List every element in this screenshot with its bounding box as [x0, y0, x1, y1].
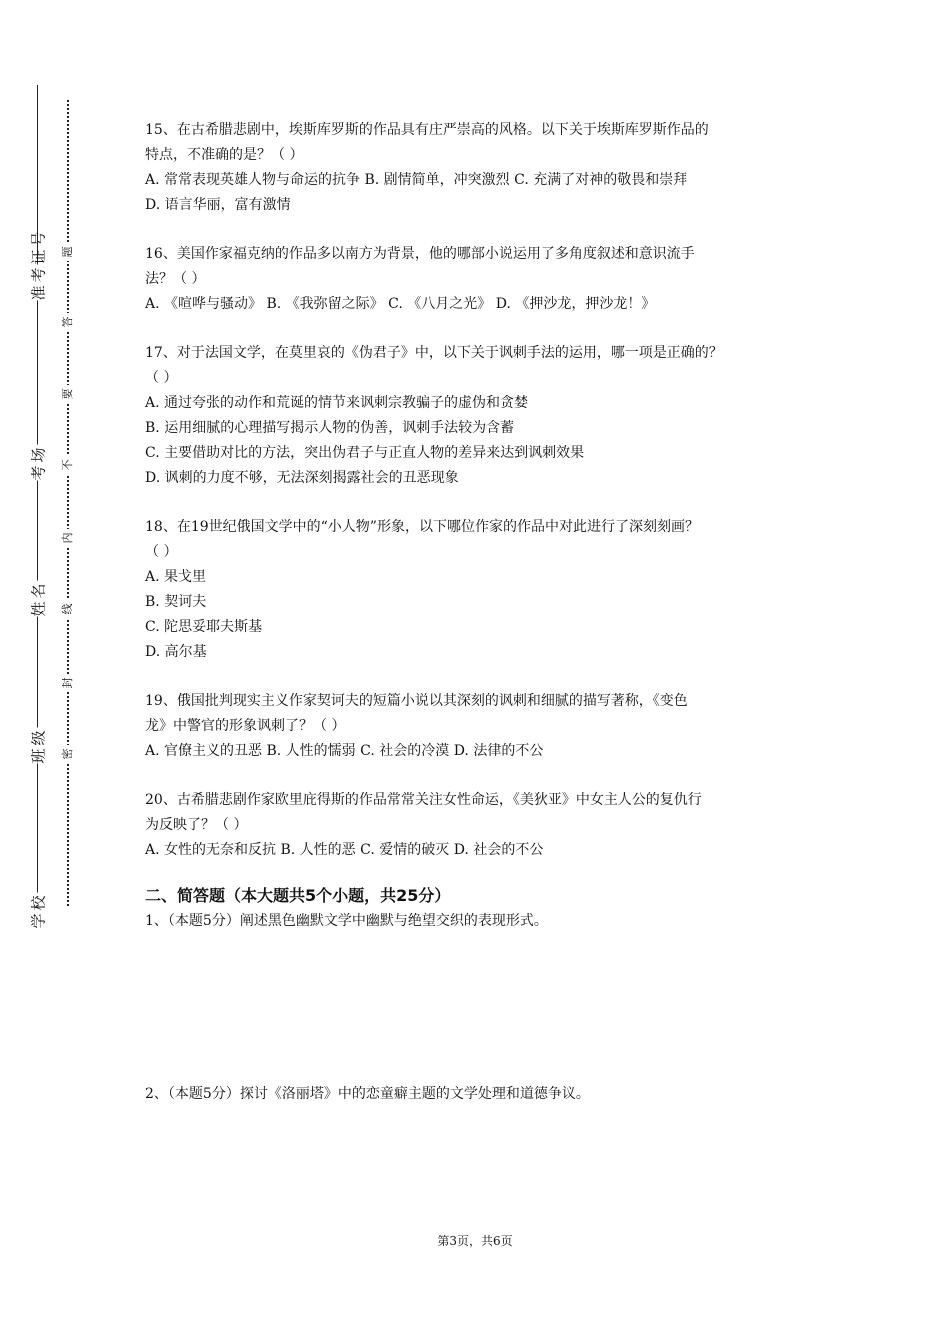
- option-d: D. 讽刺的力度不够，无法深刻揭露社会的丑恶现象: [145, 470, 459, 486]
- question-stem: 19、俄国批判现实主义作家契诃夫的短篇小说以其深刻的讽刺和细腻的描写著称，《变色: [145, 693, 688, 709]
- option-d: D. 法律的不公: [453, 743, 544, 759]
- option-row: [145, 193, 825, 218]
- question-stem: 15、在古希腊悲剧中，埃斯库罗斯的作品具有庄严崇高的风格。以下关于埃斯库罗斯作品的: [145, 122, 709, 138]
- option-b: B. 《我弥留之际》: [266, 296, 389, 312]
- option-c: C. 陀思妥耶夫斯基: [145, 619, 263, 635]
- option-d: D. 语言华丽，富有激情: [145, 197, 291, 213]
- binding-solid-line: [37, 85, 38, 923]
- question-stem: （ ）: [145, 544, 178, 560]
- question-stem: 18、在19世纪俄国文学中的“小人物”形象，以下哪位作家的作品中对此进行了深刻刻画？: [145, 519, 699, 535]
- option-c: C. 《八月之光》: [388, 296, 496, 312]
- option-c: C. 社会的冷漠: [360, 743, 454, 759]
- option-a: A. 女性的无奈和反抗: [145, 842, 281, 858]
- page-footer: 第3页，共6页: [437, 1234, 513, 1248]
- binding-margin: [0, 0, 110, 1344]
- question-stem: （ ）: [145, 370, 178, 386]
- name-label: 姓名: [29, 580, 48, 617]
- option-d: D. 社会的不公: [453, 842, 544, 858]
- option-b: B. 运用细腻的心理描写揭示人物的伪善，讽刺手法较为含蓄: [145, 420, 515, 436]
- question-17: [145, 341, 825, 491]
- option-row: [145, 292, 825, 317]
- exam-number-label: 准考证号: [29, 228, 48, 301]
- option-d: D. 《押沙龙，押沙龙！》: [495, 296, 656, 312]
- question-18: [145, 515, 825, 665]
- seal-char: 要: [60, 385, 76, 403]
- section-title: 二、简答题（本大题共5个小题，共25分）: [145, 886, 451, 905]
- short-answer-question-2: 2、（本题5分）探讨《洛丽塔》中的恋童癖主题的文学处理和道德争议。: [145, 1086, 590, 1102]
- option-b: B. 人性的懦弱: [266, 743, 361, 759]
- seal-char: 题: [60, 243, 76, 261]
- seal-char: 密: [60, 745, 76, 763]
- option-a: A. 通过夸张的动作和荒诞的情节来讽刺宗教骗子的虚伪和贪婪: [145, 395, 529, 411]
- option-c: C. 爱情的破灭: [360, 842, 454, 858]
- option-d: D. 高尔基: [145, 644, 207, 660]
- question-16: [145, 242, 825, 317]
- seal-char: 内: [60, 529, 76, 547]
- question-stem: 为反映了？（ ）: [145, 817, 248, 833]
- question-stem: 龙》中警官的形象讽刺了？（ ）: [145, 718, 346, 734]
- question-20: [145, 788, 825, 863]
- seal-char: 封: [60, 674, 76, 692]
- seal-char: 答: [60, 313, 76, 331]
- school-label: 学校: [29, 892, 48, 929]
- seal-char: 线: [60, 600, 76, 618]
- question-stem: 法？（ ）: [145, 271, 206, 287]
- question-stem: 17、对于法国文学，在莫里哀的《伪君子》中，以下关于讽刺手法的运用，哪一项是正确的？: [145, 345, 723, 361]
- option-a: A. 《喧哗与骚动》: [145, 296, 267, 312]
- option-b: B. 人性的恶: [280, 842, 361, 858]
- seal-char: 不: [60, 456, 76, 474]
- question-stem: 16、美国作家福克纳的作品多以南方为背景，他的哪部小说运用了多角度叙述和意识流手: [145, 246, 695, 262]
- question-15: [145, 118, 825, 218]
- short-answer-question-1: 1、（本题5分）阐述黑色幽默文学中幽默与绝望交织的表现形式。: [145, 913, 548, 929]
- seal-dotted-line: [67, 100, 69, 906]
- exam-room-label: 考场: [29, 444, 48, 481]
- question-stem: 特点，不准确的是？（ ）: [145, 147, 304, 163]
- question-19: [145, 689, 825, 764]
- option-b: B. 剧情简单，冲突激烈: [364, 172, 515, 188]
- option-a: A. 常常表现英雄人物与命运的抗争: [145, 172, 365, 188]
- option-row: [145, 739, 825, 764]
- class-label: 班级: [29, 727, 48, 764]
- option-row: [145, 168, 825, 193]
- option-a: A. 果戈里: [145, 569, 207, 585]
- option-row: [145, 838, 825, 863]
- option-c: C. 充满了对神的敬畏和崇拜: [514, 172, 688, 188]
- option-a: A. 官僚主义的丑恶: [145, 743, 267, 759]
- option-c: C. 主要借助对比的方法，突出伪君子与正直人物的差异来达到讽刺效果: [145, 445, 585, 461]
- exam-content: [145, 118, 825, 1107]
- question-stem: 20、古希腊悲剧作家欧里庇得斯的作品常常关注女性命运，《美狄亚》中女主人公的复仇行: [145, 792, 702, 808]
- option-b: B. 契诃夫: [145, 594, 207, 610]
